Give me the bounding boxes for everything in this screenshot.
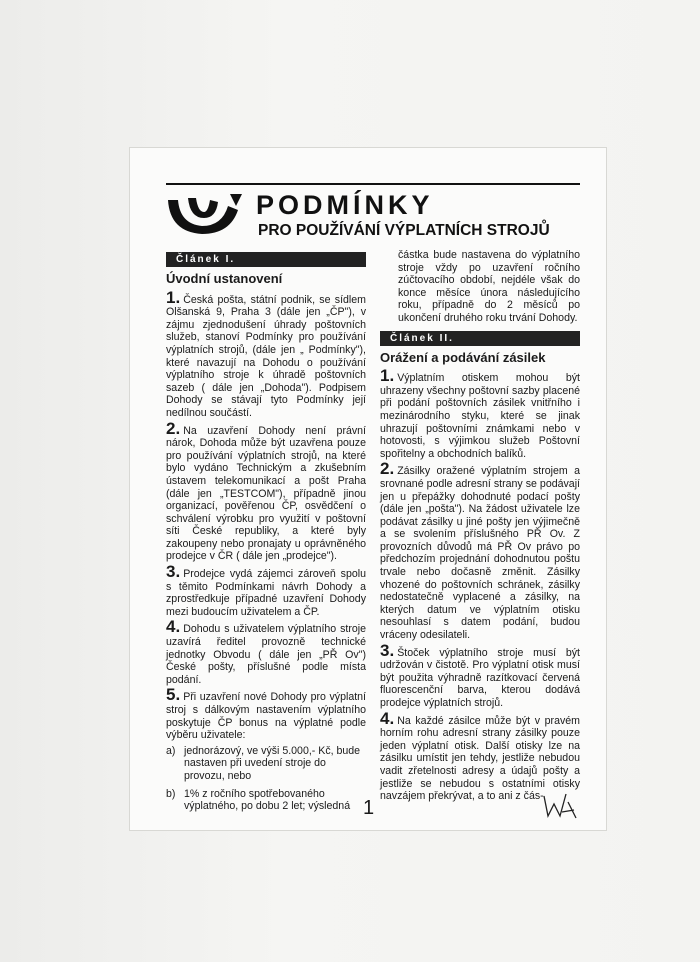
paragraph: částka bude nastavena do výplatního stroje vždy po uzavření ročního zúčtovacího období, nejdéle však do konce měsíce února následujícího roku, případně do 2 měsíců po ukončení druhého roku trvání Dohody. — [398, 249, 580, 324]
article-label: Článek II. — [380, 331, 580, 346]
document-page — [130, 148, 606, 830]
handwritten-initials — [540, 790, 580, 820]
list-item: a) jednorázový, ve výši 5.000,- Kč, bude nastaven při uvedení stroje do provozu, nebo — [166, 744, 361, 782]
posthorn-logo-icon — [166, 192, 244, 238]
list-item: b) 1% z ročního spotřebovaného výplatného, po dobu 2 let; výsledná — [166, 787, 351, 813]
paragraph: 1. Výplatním otiskem mohou být uhrazeny všechny poštovní sazby placené při podání poštovních zásilek vnitřního i mezinárodního styku, které se jinak uhrazují poštovními známkami nebo v hotovosti, s výjimkou služeb Poštovní spořitelny a obchodních balíků. — [380, 366, 580, 460]
left-column — [166, 252, 366, 818]
article-label: Článek I. — [166, 252, 366, 267]
paragraph: 4. Na každé zásilce může být v pravém horním rohu adresní strany zásilky pouze jeden výplatní otisk. Další otisky lze na zásilku umístit jen tehdy, jestliže nebudou vadit zřetelnosti adresy a údajů pošty a jestliže se nebudou s ostatními otisky navzájem překrývat, a to ani z čás- — [380, 708, 580, 803]
section-heading: Orážení a podávání zásilek — [380, 349, 546, 365]
paragraph: 2. Zásilky oražené výplatním strojem a srovnané podle adresní strany se podávají jen u přepážky dohodnuté podací pošty (dále jen „pošta"). Na žádost uživatele lze podávat zásilky u jiné pošty jen výjimečně a se svolením příslušného PŘ Ov. Z provozních důvodů má PŘ Ov právo po předchozím projednání dohodnutou poštu trvale nebo dočasně změnit. Zásilky vhozené do poštovních schránek, zásilky nedostatečně vyplacené a zásilky, na kterých datum ve výplatním otisku nesouhlasí s datem podání, budou vráceny odesilateli. — [380, 459, 580, 642]
paragraph: 2. Na uzavření Dohody není právní nárok, Dohoda může být uzavřena pouze pro používání výplatních strojů, na které bylo vydáno Technickým a zkušebním ústavem telekomunikací a pošt Praha (dále jen „TESTCOM"), případně jinou organizací, pověřenou ČP, osvědčení o schválení výrobku pro využití v poštovní síti České republiky, a které byly zakoupeny nebo pronajaty u oprávněného prodejce v ČR ( dále jen „prodejce"). — [166, 418, 366, 563]
paragraph: 4. Dohodu s uživatelem výplatního stroje uzavírá ředitel provozně technické jednotky Obvodu ( dále jen „PŘ Ov") České pošty, příslušné podle místa podání. — [166, 617, 366, 686]
section-heading: Úvodní ustanovení — [166, 271, 283, 286]
document-title: PODMÍNKY — [256, 190, 434, 220]
page-number: 1 — [363, 797, 375, 819]
paragraph: 3. Štoček výplatního stroje musí být udržován v čistotě. Pro výplatní otisk musí být použita výhradně razítkovací červená fluorescenční barva, kterou dodává prodejce výplatních strojů. — [380, 640, 580, 709]
paragraph: 1. Česká pošta, státní podnik, se sídlem Olšanská 9, Praha 3 (dále jen „ČP"), v zájmu zjednodušení úhrady poštovních služeb, stanoví Podmínky pro používání výplatních strojů, (dále jen „ Podmínky"), které navazují na Dohodu o používání výplatního stroje k úhradě poštovních sazeb ( dále jen „Dohoda"). Podpisem Dohody se stávají tyto Podmínky její nedílnou součástí. — [166, 287, 366, 419]
paragraph: 3. Prodejce vydá zájemci zároveň spolu s těmito Podmínkami návrh Dohody a zprostředkuje případné uzavření Dohody mezi budoucím uživatelem a ČP. — [166, 562, 366, 618]
document-subtitle: PRO POUŽÍVÁNÍ VÝPLATNÍCH STROJŮ — [258, 222, 550, 239]
header-rule — [166, 183, 580, 185]
right-column — [380, 249, 580, 806]
paragraph: 5. Při uzavření nové Dohody pro výplatní stroj s dálkovým nastavením výplatního poskytuje ČP bonus na výplatné podle výběru uživatele: — [166, 685, 366, 742]
